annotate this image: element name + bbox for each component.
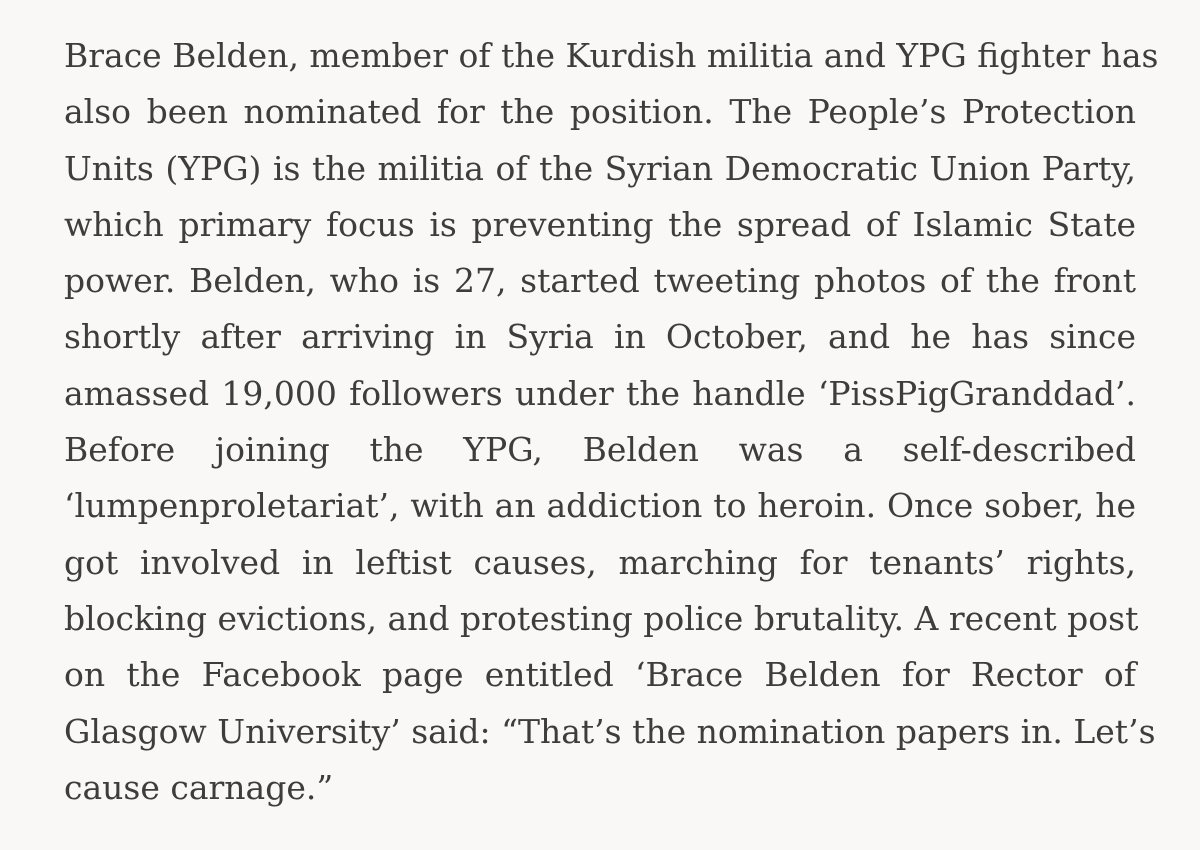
paragraph-line: on the Facebook page entitled ‘Brace Belden for Rector of	[64, 655, 1136, 695]
paragraph-line: amassed 19,000 followers under the handle ‘PissPigGranddad’.	[64, 373, 1136, 413]
paragraph-line: Brace Belden, member of the Kurdish militia and YPG fighter has	[64, 36, 1159, 75]
paragraph-line: Before joining the YPG, Belden was a self-described	[64, 430, 1136, 470]
paragraph-line: cause carnage.”	[64, 767, 334, 807]
paragraph-line: blocking evictions, and protesting police brutality. A recent post	[64, 598, 1139, 638]
article-paragraph	[64, 28, 1159, 816]
paragraph-line: also been nominated for the position. The People’s Protection	[64, 92, 1136, 132]
paragraph-line: which primary focus is preventing the spread of Islamic State	[64, 204, 1136, 244]
paragraph-line: ‘lumpenproletariat’, with an addiction to heroin. Once sober, he	[64, 486, 1136, 526]
paragraph-line: Units (YPG) is the militia of the Syrian Democratic Union Party,	[64, 148, 1136, 188]
paragraph-line: shortly after arriving in Syria in October, and he has since	[64, 317, 1136, 357]
paragraph-line: Glasgow University’ said: “That’s the nomination papers in. Let’s	[64, 711, 1156, 751]
paragraph-line: got involved in leftist causes, marching for tenants’ rights,	[64, 542, 1136, 582]
paragraph-line: power. Belden, who is 27, started tweeting photos of the front	[64, 261, 1136, 301]
